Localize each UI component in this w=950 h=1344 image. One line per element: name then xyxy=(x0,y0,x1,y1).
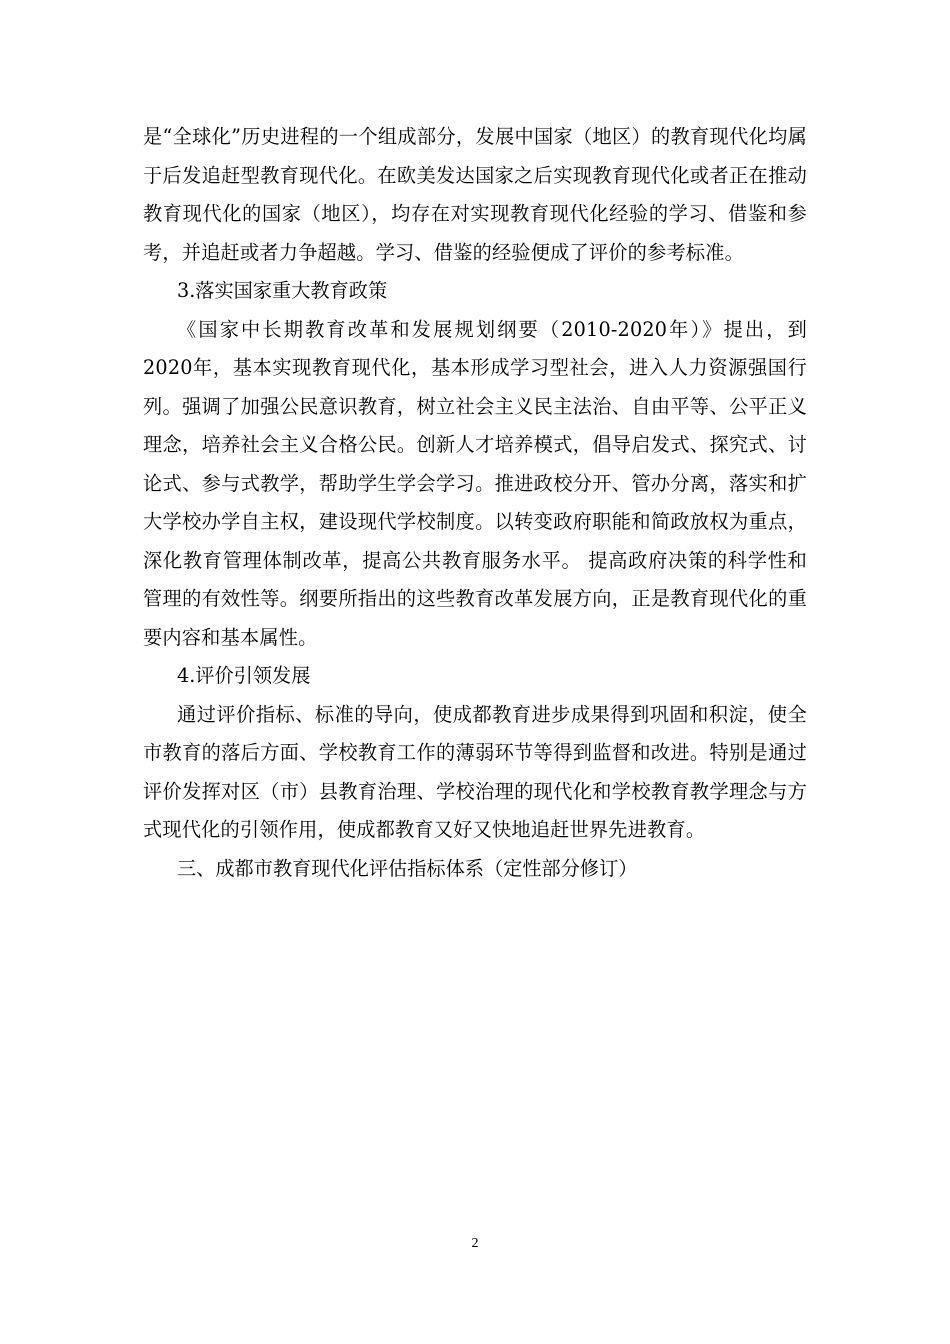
page-number: 2 xyxy=(471,1236,479,1251)
heading-national-policy: 3.落实国家重大教育政策 xyxy=(177,279,388,302)
section-heading-index-system: 三、成都市教育现代化评估指标体系（定性部分修订） xyxy=(177,856,638,880)
paragraph-evaluation: 通过评价指标、标准的导向，使成都教育进步成果得到巩固和积淀，使全市教育的落后方面、学校教育工作的薄弱环节等得到监督和改进。特别是通过评价发挥对区（市）县教育治理、学校治理的现代化和学校教育教学理念与方式现代化的引领作用，使成都教育又好又快地追赶世界先进教育。 xyxy=(143,702,807,841)
heading-evaluation-leads: 4.评价引领发展 xyxy=(177,664,311,687)
paragraph-globalization: 是“全球化”历史进程的一个组成部分，发展中国家（地区）的教育现代化均属于后发追赶型教育现代化。在欧美发达国家之后实现教育现代化或者正在推动教育现代化的国家（地区），均存在对实现教育现代化经验的学习、借鉴和参考，并追赶或者力争超越。学习、借鉴的经验便成了评价的参考标准。 xyxy=(143,125,807,264)
document-body xyxy=(143,118,807,888)
paragraph-policy-outline: 《国家中长期教育改革和发展规划纲要（2010-2020年）》提出，到2020年，基本实现教育现代化，基本形成学习型社会，进入人力资源强国行列。强调了加强公民意识教育，树立社会主义民主法治、自由平等、公平正义理念，培养社会主义合格公民。创新人才培养模式，倡导启发式、探究式、讨论式、参与式教学，帮助学生学会学习。推进政校分开、管办分离，落实和扩大学校办学自主权，建设现代学校制度。以转变政府职能和简政放权为重点，深化教育管理体制改革，提高公共教育服务水平。 提高政府决策的科学性和管理的有效性等。纲要所指出的这些教育改革发展方向，正是教育现代化的重要内容和基本属性。 xyxy=(143,317,807,649)
